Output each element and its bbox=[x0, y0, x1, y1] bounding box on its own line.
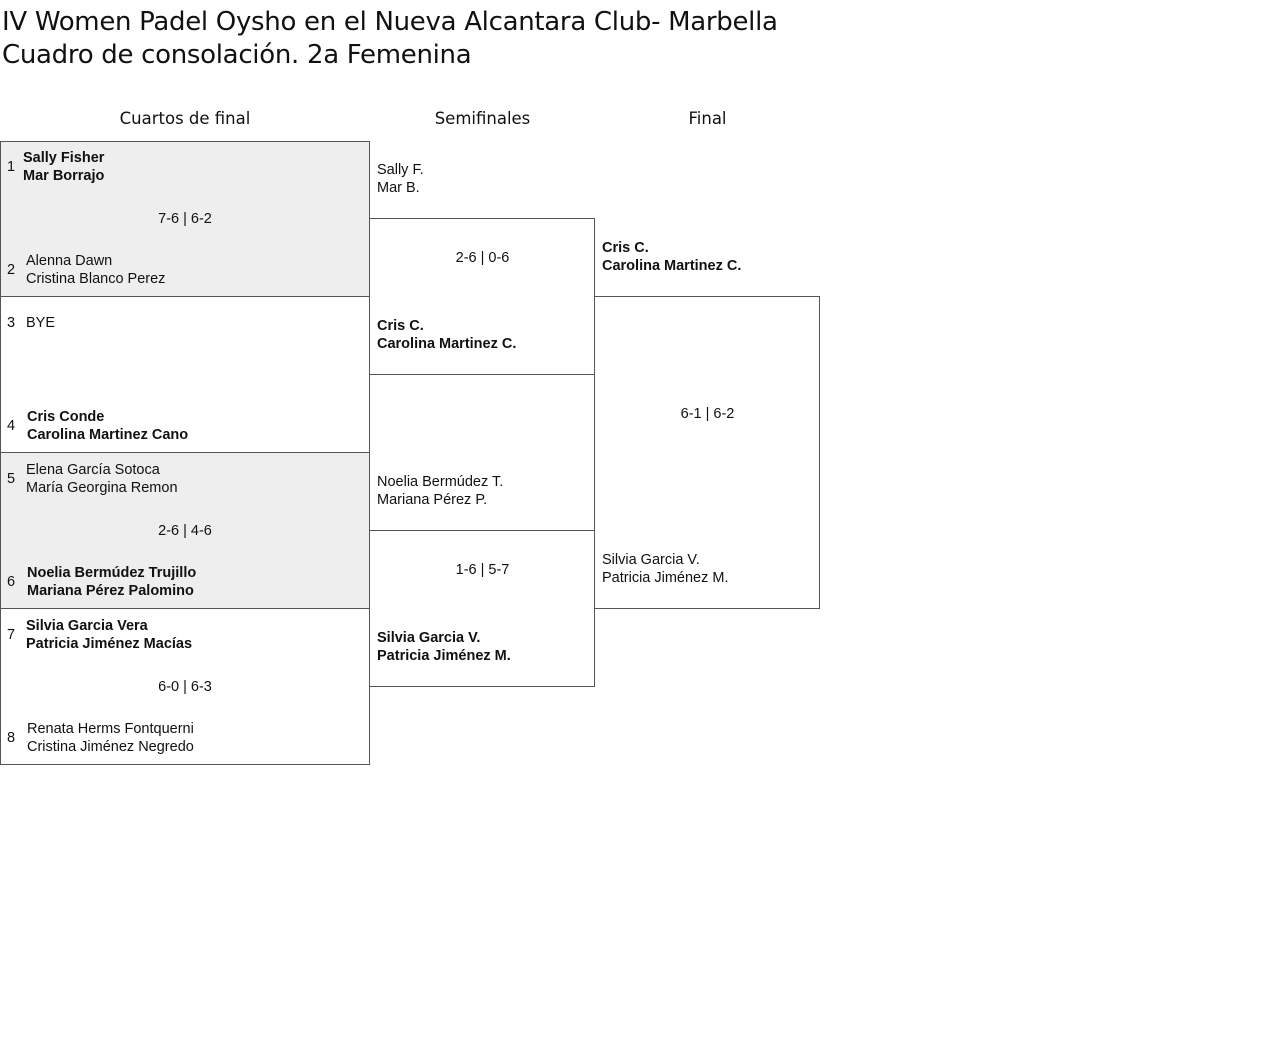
player-name: Mar Borrajo bbox=[23, 168, 105, 184]
qf-team-4 bbox=[27, 408, 188, 444]
qf-team-7 bbox=[26, 617, 192, 653]
player-name: Mariana Pérez P. bbox=[377, 492, 488, 508]
qf-score: 6-0 | 6-3 bbox=[158, 679, 212, 695]
qf-seed: 2 bbox=[7, 262, 16, 278]
qf-seed: 7 bbox=[7, 627, 16, 643]
player-name: Carolina Martinez C. bbox=[602, 258, 742, 274]
sf-team-1 bbox=[377, 161, 424, 197]
qf-team-2 bbox=[26, 252, 165, 288]
qf-score: 2-6 | 4-6 bbox=[158, 523, 212, 539]
sf-team-4 bbox=[377, 629, 511, 665]
sf-score: 1-6 | 5-7 bbox=[455, 562, 510, 578]
player-name: Sally Fisher bbox=[23, 150, 105, 166]
player-name: BYE bbox=[26, 315, 56, 331]
qf-seed: 3 bbox=[7, 315, 16, 331]
player-name: Sally F. bbox=[377, 162, 424, 178]
player-name: Carolina Martinez C. bbox=[377, 336, 517, 352]
qf-seed: 1 bbox=[7, 159, 16, 175]
player-name: Carolina Martinez Cano bbox=[27, 427, 189, 443]
sf-team-3 bbox=[377, 473, 503, 509]
player-name: Noelia Bermúdez Trujillo bbox=[27, 565, 197, 581]
final-score: 6-1 | 6-2 bbox=[680, 406, 735, 422]
qf-seed: 5 bbox=[7, 471, 16, 487]
player-name: Cris C. bbox=[602, 240, 649, 256]
sf-team-2 bbox=[377, 317, 516, 353]
final-team-2 bbox=[602, 551, 729, 587]
player-name: Elena García Sotoca bbox=[26, 462, 160, 478]
player-name: Cris C. bbox=[377, 318, 424, 334]
player-name: Silvia Garcia V. bbox=[377, 630, 481, 646]
qf-team-1 bbox=[23, 149, 104, 185]
title-line-draw: Cuadro de consolación. 2a Femenina bbox=[2, 40, 472, 70]
qf-score: 7-6 | 6-2 bbox=[158, 211, 212, 227]
round-title-quarterfinals: Cuartos de final bbox=[119, 109, 251, 128]
player-name: María Georgina Remon bbox=[26, 480, 178, 496]
player-name: Patricia Jiménez M. bbox=[377, 648, 511, 664]
qf-team-3 bbox=[26, 314, 55, 332]
player-name: Silvia Garcia V. bbox=[602, 552, 700, 568]
qf-seed: 8 bbox=[7, 730, 16, 746]
player-name: Silvia Garcia Vera bbox=[26, 618, 148, 634]
qf-team-5 bbox=[26, 461, 178, 497]
qf-team-6 bbox=[27, 564, 196, 600]
player-name: Alenna Dawn bbox=[26, 253, 113, 269]
player-name: Mar B. bbox=[377, 180, 420, 196]
player-name: Patricia Jiménez Macías bbox=[26, 636, 193, 652]
page-title bbox=[2, 6, 778, 72]
round-title-semifinals: Semifinales bbox=[434, 109, 531, 128]
sf-score: 2-6 | 0-6 bbox=[455, 250, 510, 266]
player-name: Mariana Pérez Palomino bbox=[27, 583, 194, 599]
player-name: Renata Herms Fontquerni bbox=[27, 721, 194, 737]
final-team-1 bbox=[602, 239, 741, 275]
title-line-tournament: IV Women Padel Oysho en el Nueva Alcantara Club- Marbella bbox=[2, 7, 778, 37]
qf-seed: 4 bbox=[7, 418, 16, 434]
player-name: Cristina Blanco Perez bbox=[26, 271, 166, 287]
qf-seed: 6 bbox=[7, 574, 16, 590]
round-title-final: Final bbox=[688, 109, 727, 128]
player-name: Cristina Jiménez Negredo bbox=[27, 739, 194, 755]
player-name: Cris Conde bbox=[27, 409, 105, 425]
qf-team-8 bbox=[27, 720, 194, 756]
player-name: Noelia Bermúdez T. bbox=[377, 474, 504, 490]
player-name: Patricia Jiménez M. bbox=[602, 570, 729, 586]
